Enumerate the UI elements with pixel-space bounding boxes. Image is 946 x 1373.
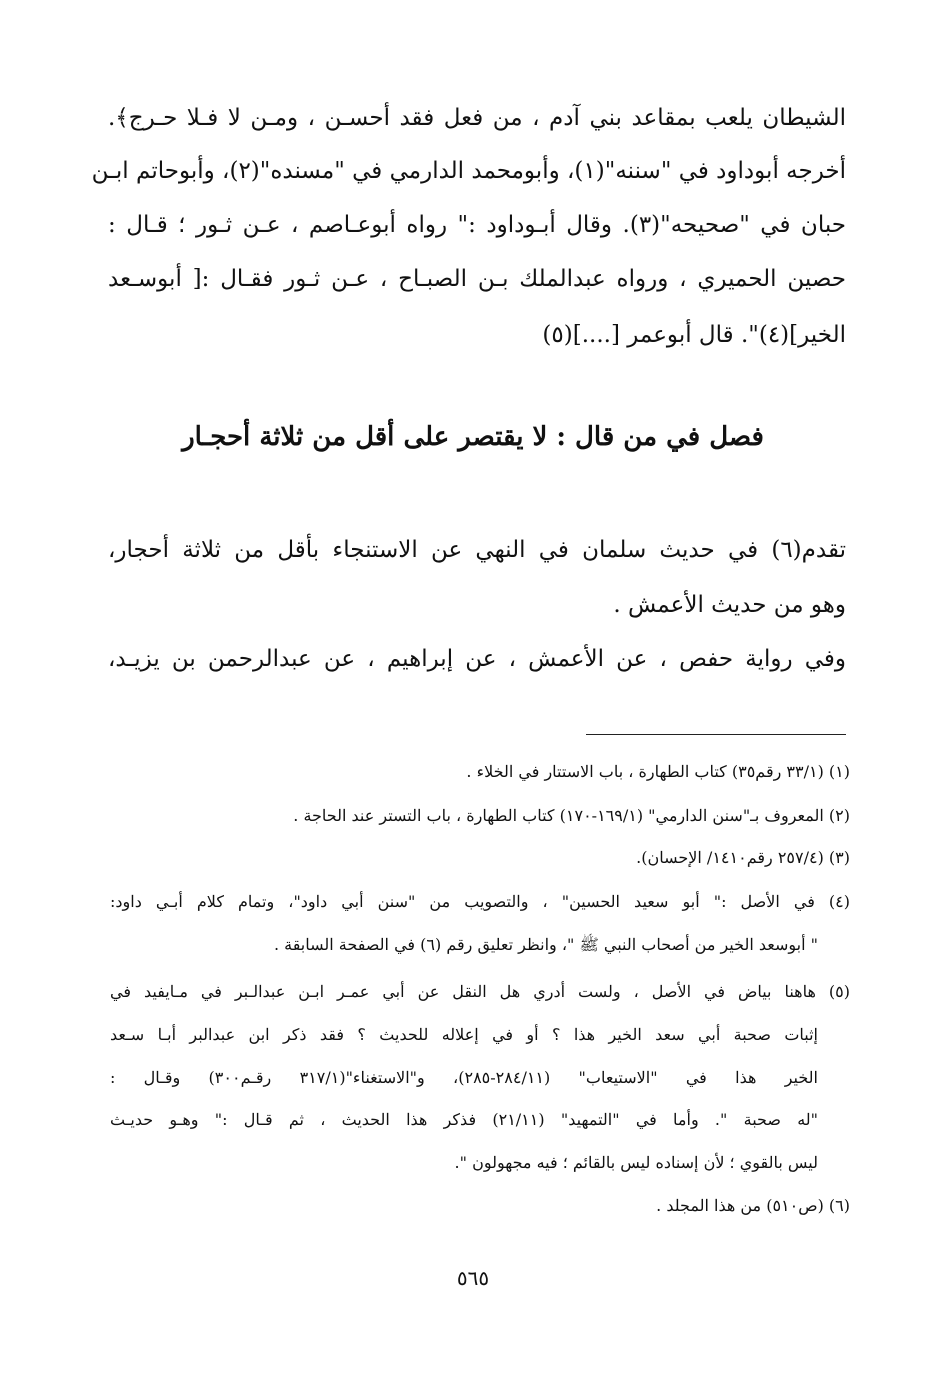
footnote-separator	[586, 734, 846, 735]
footnote-5-line-2: إثبات صحبة أبي سعد الخير هذا ؟ أو في إعلاله للحديث ؟ فقد ذكر ابن عبدالبر أبـا سـعد	[110, 1025, 818, 1044]
footnote-3: (٣) (٢٥٧/٤ رقم١٤١٠/ الإحسان).	[636, 848, 850, 867]
body-line-4: حصين الحميري ، ورواه عبدالملك بـن الصبـاح ، عـن ثـور فقـال :[ أبوسـعد	[108, 266, 846, 292]
footnote-2: (٢) المعروف بـ"سنن الدارمي" (١٦٩/١-١٧٠) كتاب الطهارة ، باب التستر عند الحاجة .	[293, 806, 850, 825]
footnote-1: (١) (٣٣/١ رقم٣٥) كتاب الطهارة ، باب الاستتار في الخلاء .	[466, 762, 850, 781]
body-line-1: الشيطان يلعب بمقاعد بني آدم ، من فعل فقد أحسـن ، ومـن لا فـلا حـرج﴾.	[108, 105, 846, 131]
footnote-5-line-3: الخير هذا في "الاستيعاب" (٢٨٤/١١-٢٨٥)، و"الاستغناء"(٣١٧/١ رقـم٣٠٠) وقـال :	[110, 1068, 818, 1087]
section-line-2: وهو من حديث الأعمش .	[613, 592, 846, 618]
section-line-1: تقدم(٦) في حديث سلمان في النهي عن الاستنجاء بأقل من ثلاثة أحجار،	[108, 537, 846, 563]
section-heading: فصل في من قال : لا يقتصر على أقل من ثلاثة أحجـار	[182, 422, 764, 452]
footnote-6: (٦) (ص٥١٠) من هذا المجلد .	[656, 1196, 850, 1215]
footnote-4: (٤) في الأصل :" أبو سعيد الحسين" ، والتصويب من "سنن أبي داود"، وتمام كلام أبـي داود:	[110, 892, 850, 911]
footnote-5: (٥) هاهنا بياض في الأصل ، ولست أدري هل النقل عن أبي عمـر ابـن عبدالـبر في مـايفيد في	[110, 982, 850, 1001]
body-line-5: الخير](٤)". قال أبوعمر [....](٥)	[542, 322, 846, 348]
body-line-3: حبان في "صحيحه"(٣). وقال أبـوداود :" رواه أبوعـاصم ، عـن ثـور ؛ قـال :	[108, 212, 846, 238]
footnote-5-line-5: ليس بالقوي ؛ لأن إسناده ليس بالقائم ؛ فيه مجهولون ".	[454, 1153, 818, 1172]
page-number: ٥٦٥	[456, 1266, 490, 1290]
footnote-5-line-4: "له صحبة ". وأما في "التمهيد" (٢١/١١) فذكر هذا الحديث ، ثم قـال :" وهـو حديـث	[110, 1110, 819, 1129]
footnote-4-continued: " أبوسعد الخير من أصحاب النبي ﷺ "، وانظر تعليق رقم (٦) في الصفحة السابقة .	[273, 935, 818, 954]
section-line-3: وفي رواية حفص ، عن الأعمش ، عن إبراهيم ، عن عبدالرحمن بن يزيـد،	[108, 646, 846, 672]
body-line-2: أخرجه أبوداود في "سننه"(١)، وأبومحمد الدارمي في "مسنده"(٢)، وأبوحاتم ابـن	[91, 158, 846, 184]
